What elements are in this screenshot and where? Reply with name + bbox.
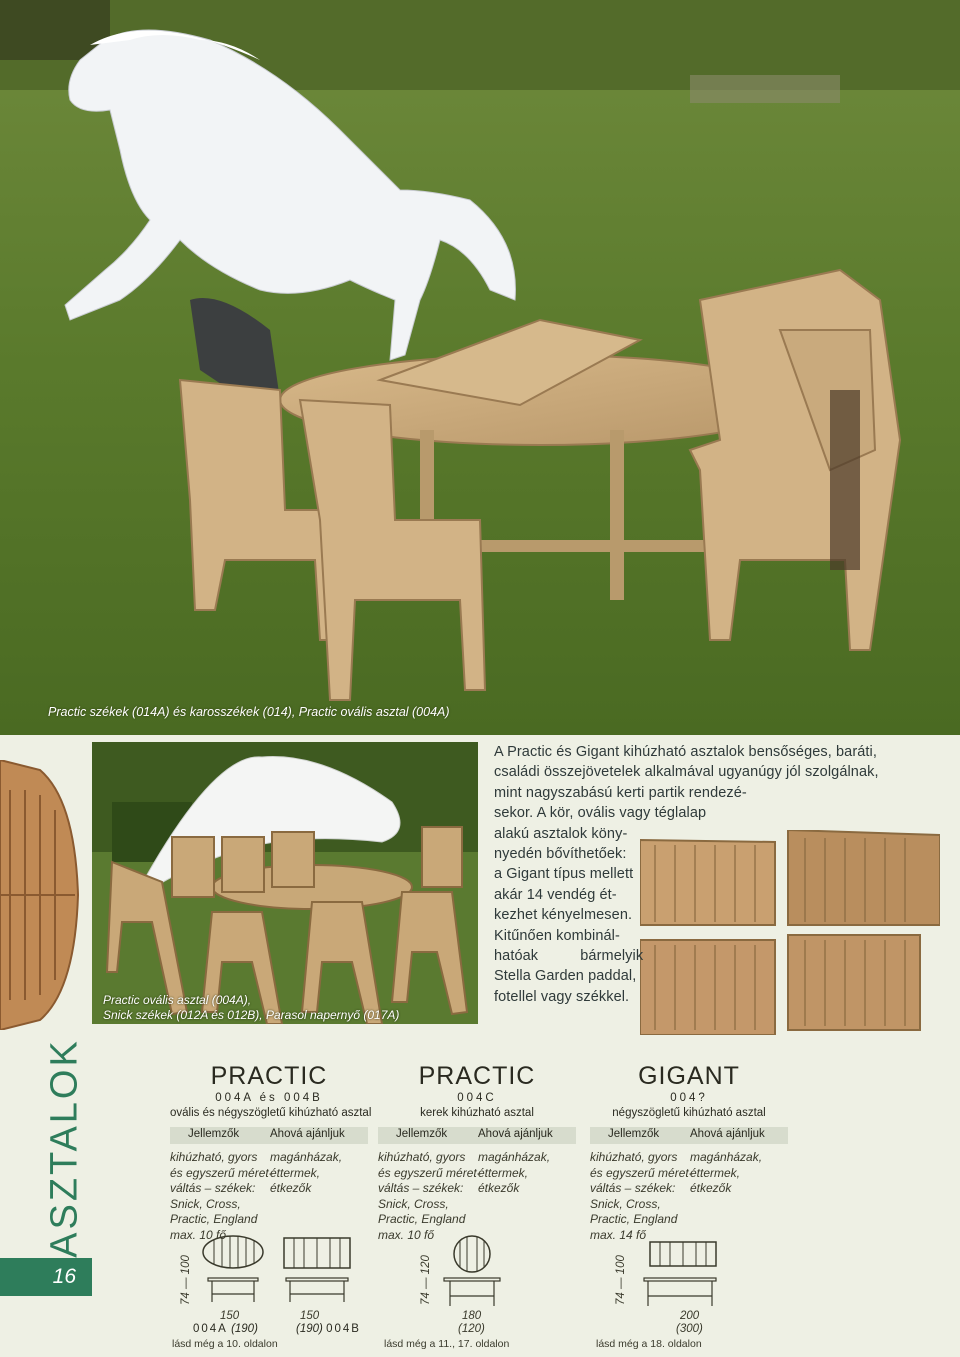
caption-line-2: Snick székek (012A és 012B), Parasol napernyő (017A): [103, 1008, 400, 1022]
see-also-note: lásd még a 10. oldalon: [172, 1338, 278, 1350]
where-line: magánházak,: [270, 1150, 343, 1164]
intro-text: [494, 742, 920, 1007]
width-dimension: 200: [680, 1310, 700, 1322]
product-practic-004c: [378, 1062, 576, 1242]
header-features: Jellemzők: [188, 1128, 240, 1140]
section-title: ASZTALOK: [43, 1037, 86, 1258]
where-list: [478, 1150, 576, 1197]
feature-line: kihúzható, gyors: [590, 1150, 678, 1164]
text-line: alakú asztalok köny-: [494, 825, 628, 842]
page-number: 16: [52, 1265, 76, 1288]
height-dimension: 74 — 100: [615, 1255, 627, 1305]
width-004a: (190): [231, 1323, 258, 1335]
product-code: 004C: [457, 1092, 497, 1104]
gigant-table-drawing: [640, 1240, 720, 1308]
features-list: [590, 1150, 693, 1244]
where-list: [690, 1150, 788, 1197]
see-also-note: lásd még a 11., 17. oldalon: [384, 1338, 510, 1350]
text-line: akár 14 vendég ét-: [494, 886, 617, 903]
code-004a: 004A: [193, 1323, 228, 1335]
feature-line: max. 10 fő: [170, 1227, 227, 1242]
feature-line: kihúzható, gyors: [378, 1150, 466, 1164]
where-line: étkezők: [270, 1181, 312, 1196]
product-code: 004A és 004B: [215, 1092, 323, 1104]
text-line: a Gigant típus mellett: [494, 866, 634, 883]
feature-line: max. 10 fő: [378, 1227, 435, 1242]
round-table-drawing: [440, 1234, 504, 1308]
feature-line: kihúzható, gyors: [170, 1150, 258, 1164]
text-line: kezhet kényelmesen.: [494, 907, 633, 924]
where-line: étkezők: [478, 1181, 520, 1196]
height-dimension: 74 — 120: [420, 1255, 432, 1305]
where-line: étkezők: [690, 1181, 732, 1196]
page-number-box: [0, 1258, 92, 1296]
label-004b: [296, 1323, 361, 1335]
text-line: fotellel vagy székkel.: [494, 988, 630, 1005]
text-line: hatóak bármelyik: [494, 948, 644, 965]
width-dimension-a: 150: [220, 1310, 240, 1322]
feature-line: max. 14 fő: [590, 1227, 647, 1242]
where-line: magánházak,: [690, 1150, 763, 1164]
product-code: 004?: [670, 1092, 708, 1104]
product-description: négyszögletű kihúzható asztal: [612, 1107, 766, 1119]
product-description: kerek kihúzható asztal: [420, 1107, 534, 1119]
text-line: Stella Garden paddal,: [494, 968, 637, 985]
header-features: Jellemzők: [608, 1128, 660, 1140]
feature-line: és egyszerű méret-: [170, 1165, 273, 1180]
text-line: sekor. A kör, ovális vagy téglalap: [494, 805, 707, 822]
section-label: [40, 1037, 90, 1258]
table-header-bar: [170, 1127, 368, 1144]
where-line: éttermek,: [690, 1165, 741, 1180]
feature-line: Practic, England: [590, 1212, 678, 1227]
label-004a: [193, 1323, 258, 1335]
garden-photo-caption: [103, 993, 399, 1023]
width-extended-dimension: (120): [458, 1323, 485, 1335]
header-where: Ahová ajánljuk: [478, 1128, 553, 1140]
oval-table-drawing: [200, 1232, 266, 1304]
header-features: Jellemzők: [396, 1128, 448, 1140]
width-004b: (190): [296, 1323, 323, 1335]
feature-line: váltás – székek:: [378, 1181, 464, 1196]
garden-photo: [92, 742, 478, 1024]
height-dimension: 74 — 100: [180, 1255, 192, 1305]
header-where: Ahová ajánljuk: [690, 1128, 765, 1140]
width-dimension-b: 150: [300, 1310, 320, 1322]
rectangle-table-drawing: [282, 1236, 352, 1304]
caption-line-1: Practic ovális asztal (004A),: [103, 993, 252, 1007]
where-line: magánházak,: [478, 1150, 551, 1164]
product-gigant: [590, 1062, 788, 1242]
feature-line: Snick, Cross,: [378, 1196, 449, 1211]
where-line: éttermek,: [270, 1165, 321, 1180]
text-line: családi összejövetelek alkalmával ugyanúgy jól szolgálnak,: [494, 764, 879, 781]
feature-line: Snick, Cross,: [590, 1196, 661, 1211]
where-list: [270, 1150, 368, 1197]
feature-line: váltás – székek:: [590, 1181, 676, 1196]
product-description: ovális és négyszögletű kihúzható asztal: [170, 1107, 372, 1119]
header-where: Ahová ajánljuk: [270, 1128, 345, 1140]
feature-line: Practic, England: [378, 1212, 466, 1227]
width-extended-dimension: (300): [676, 1323, 703, 1335]
where-line: éttermek,: [478, 1165, 529, 1180]
features-list: [378, 1150, 481, 1244]
text-line: Kitűnően kombinál-: [494, 927, 620, 944]
table-header-bar: [378, 1127, 576, 1144]
feature-line: és egyszerű méret-: [590, 1165, 693, 1180]
feature-line: váltás – székek:: [170, 1181, 256, 1196]
text-line: A Practic és Gigant kihúzható asztalok bensőséges, baráti,: [494, 744, 878, 760]
width-dimension: 180: [462, 1310, 482, 1322]
feature-line: Snick, Cross,: [170, 1196, 241, 1211]
feature-line: és egyszerű méret-: [378, 1165, 481, 1180]
feature-line: Practic, England: [170, 1212, 258, 1227]
product-name: GIGANT: [638, 1062, 740, 1090]
features-list: [170, 1150, 273, 1244]
code-004b: 004B: [326, 1323, 361, 1335]
product-name: PRACTIC: [210, 1062, 328, 1090]
product-name: PRACTIC: [418, 1062, 536, 1090]
table-header-bar: [590, 1127, 788, 1144]
see-also-note: lásd még a 18. oldalon: [596, 1338, 702, 1350]
hero-caption: Practic székek (014A) és karosszékek (014), Practic ovális asztal (004A): [48, 705, 450, 719]
text-line: nyedén bővíthetőek:: [494, 846, 627, 863]
text-line: mint nagyszabású kerti partik rendezé-: [494, 784, 747, 801]
table-top-decoration: [0, 760, 80, 1030]
product-practic-004a-004b: [170, 1062, 372, 1242]
